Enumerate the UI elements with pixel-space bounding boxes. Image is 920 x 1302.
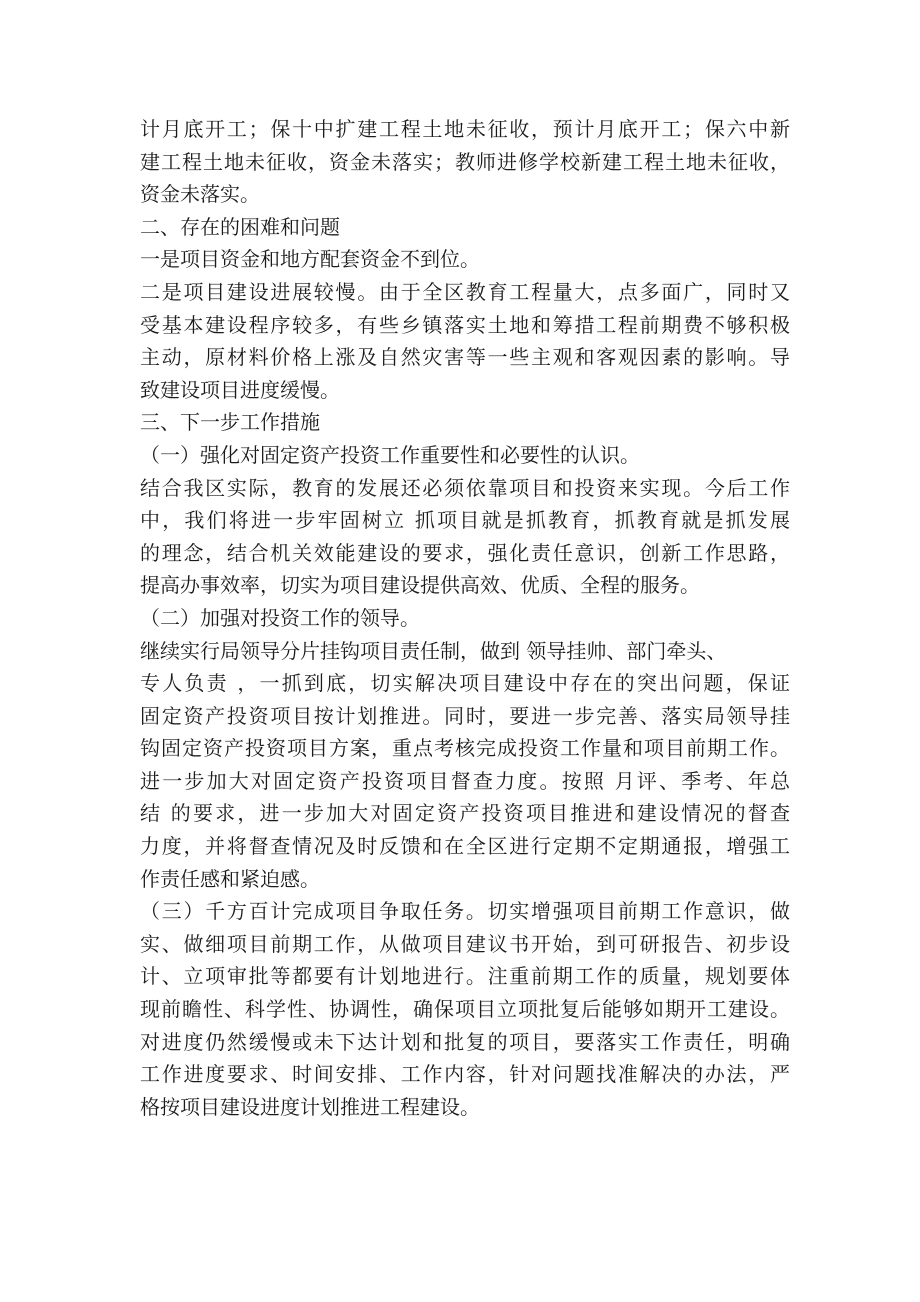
text-line: 力度，并将督查情况及时反馈和在全区进行定期不定期通报，增强工: [140, 834, 790, 859]
text-line: 结合我区实际，教育的发展还必须依靠项目和投资来实现。今后工作: [140, 475, 790, 500]
document-body: [140, 113, 790, 1123]
text-line: 专人负责 ，一抓到底，切实解决项目建设中存在的突出问题，保证: [140, 671, 790, 696]
text-line: 格按项目建设进度计划推进工程建设。: [140, 1094, 480, 1119]
text-line: 主动，原材料价格上涨及自然灾害等一些主观和客观因素的影响。导: [140, 345, 790, 370]
text-line: 一是项目资金和地方配套资金不到位。: [140, 247, 480, 272]
subsection-heading: （三）千方百计完成项目争取任务。切实增强项目前期工作意识，做: [140, 899, 790, 924]
subsection-heading: （二）加强对投资工作的领导。: [140, 605, 420, 630]
text-line: 作责任感和紧迫感。: [140, 866, 320, 891]
text-line: 对进度仍然缓慢或未下达计划和批复的项目，要落实工作责任，明确: [140, 1029, 790, 1054]
text-line: 钩固定资产投资项目方案，重点考核完成投资工作量和项目前期工作。: [140, 736, 790, 761]
text-line: 计、立项审批等都要有计划地进行。注重前期工作的质量，规划要体: [140, 964, 790, 989]
text-line: 提高办事效率，切实为项目建设提供高效、优质、全程的服务。: [140, 573, 700, 598]
text-line: 进一步加大对固定资产投资项目督查力度。按照 月评、季考、年总: [140, 768, 790, 793]
section-heading: 三、下一步工作措施: [140, 410, 320, 435]
text-line: 致建设项目进度缓慢。: [140, 377, 340, 402]
section-heading: 二、存在的困难和问题: [140, 214, 340, 239]
text-line: 结 的要求，进一步加大对固定资产投资项目推进和建设情况的督查: [140, 801, 790, 826]
text-line: 建工程土地未征收，资金未落实；教师进修学校新建工程土地未征收，: [140, 149, 790, 174]
text-line: 继续实行局领导分片挂钩项目责任制，做到 领导挂帅、部门牵头、: [140, 638, 727, 663]
text-line: 实、做细项目前期工作，从做项目建议书开始，到可研报告、初步设: [140, 931, 790, 956]
text-line: 二是项目建设进展较慢。由于全区教育工程量大，点多面广，同时又: [140, 279, 790, 304]
text-line: 中，我们将进一步牢固树立 抓项目就是抓教育，抓教育就是抓发展: [140, 508, 790, 533]
text-line: 资金未落实。: [140, 182, 260, 207]
text-line: 计月底开工；保十中扩建工程土地未征收，预计月底开工；保六中新: [140, 117, 790, 141]
text-line: 受基本建设程序较多，有些乡镇落实土地和筹措工程前期费不够积极: [140, 312, 790, 337]
text-line: 固定资产投资项目按计划推进。同时，要进一步完善、落实局领导挂: [140, 703, 790, 728]
text-line: 现前瞻性、科学性、协调性，确保项目立项批复后能够如期开工建设。: [140, 997, 790, 1022]
text-line: 的理念，结合机关效能建设的要求，强化责任意识，创新工作思路，: [140, 540, 790, 565]
text-line: 工作进度要求、时间安排、工作内容，针对问题找准解决的办法，严: [140, 1062, 790, 1087]
subsection-heading: （一）强化对固定资产投资工作重要性和必要性的认识。: [140, 442, 640, 467]
